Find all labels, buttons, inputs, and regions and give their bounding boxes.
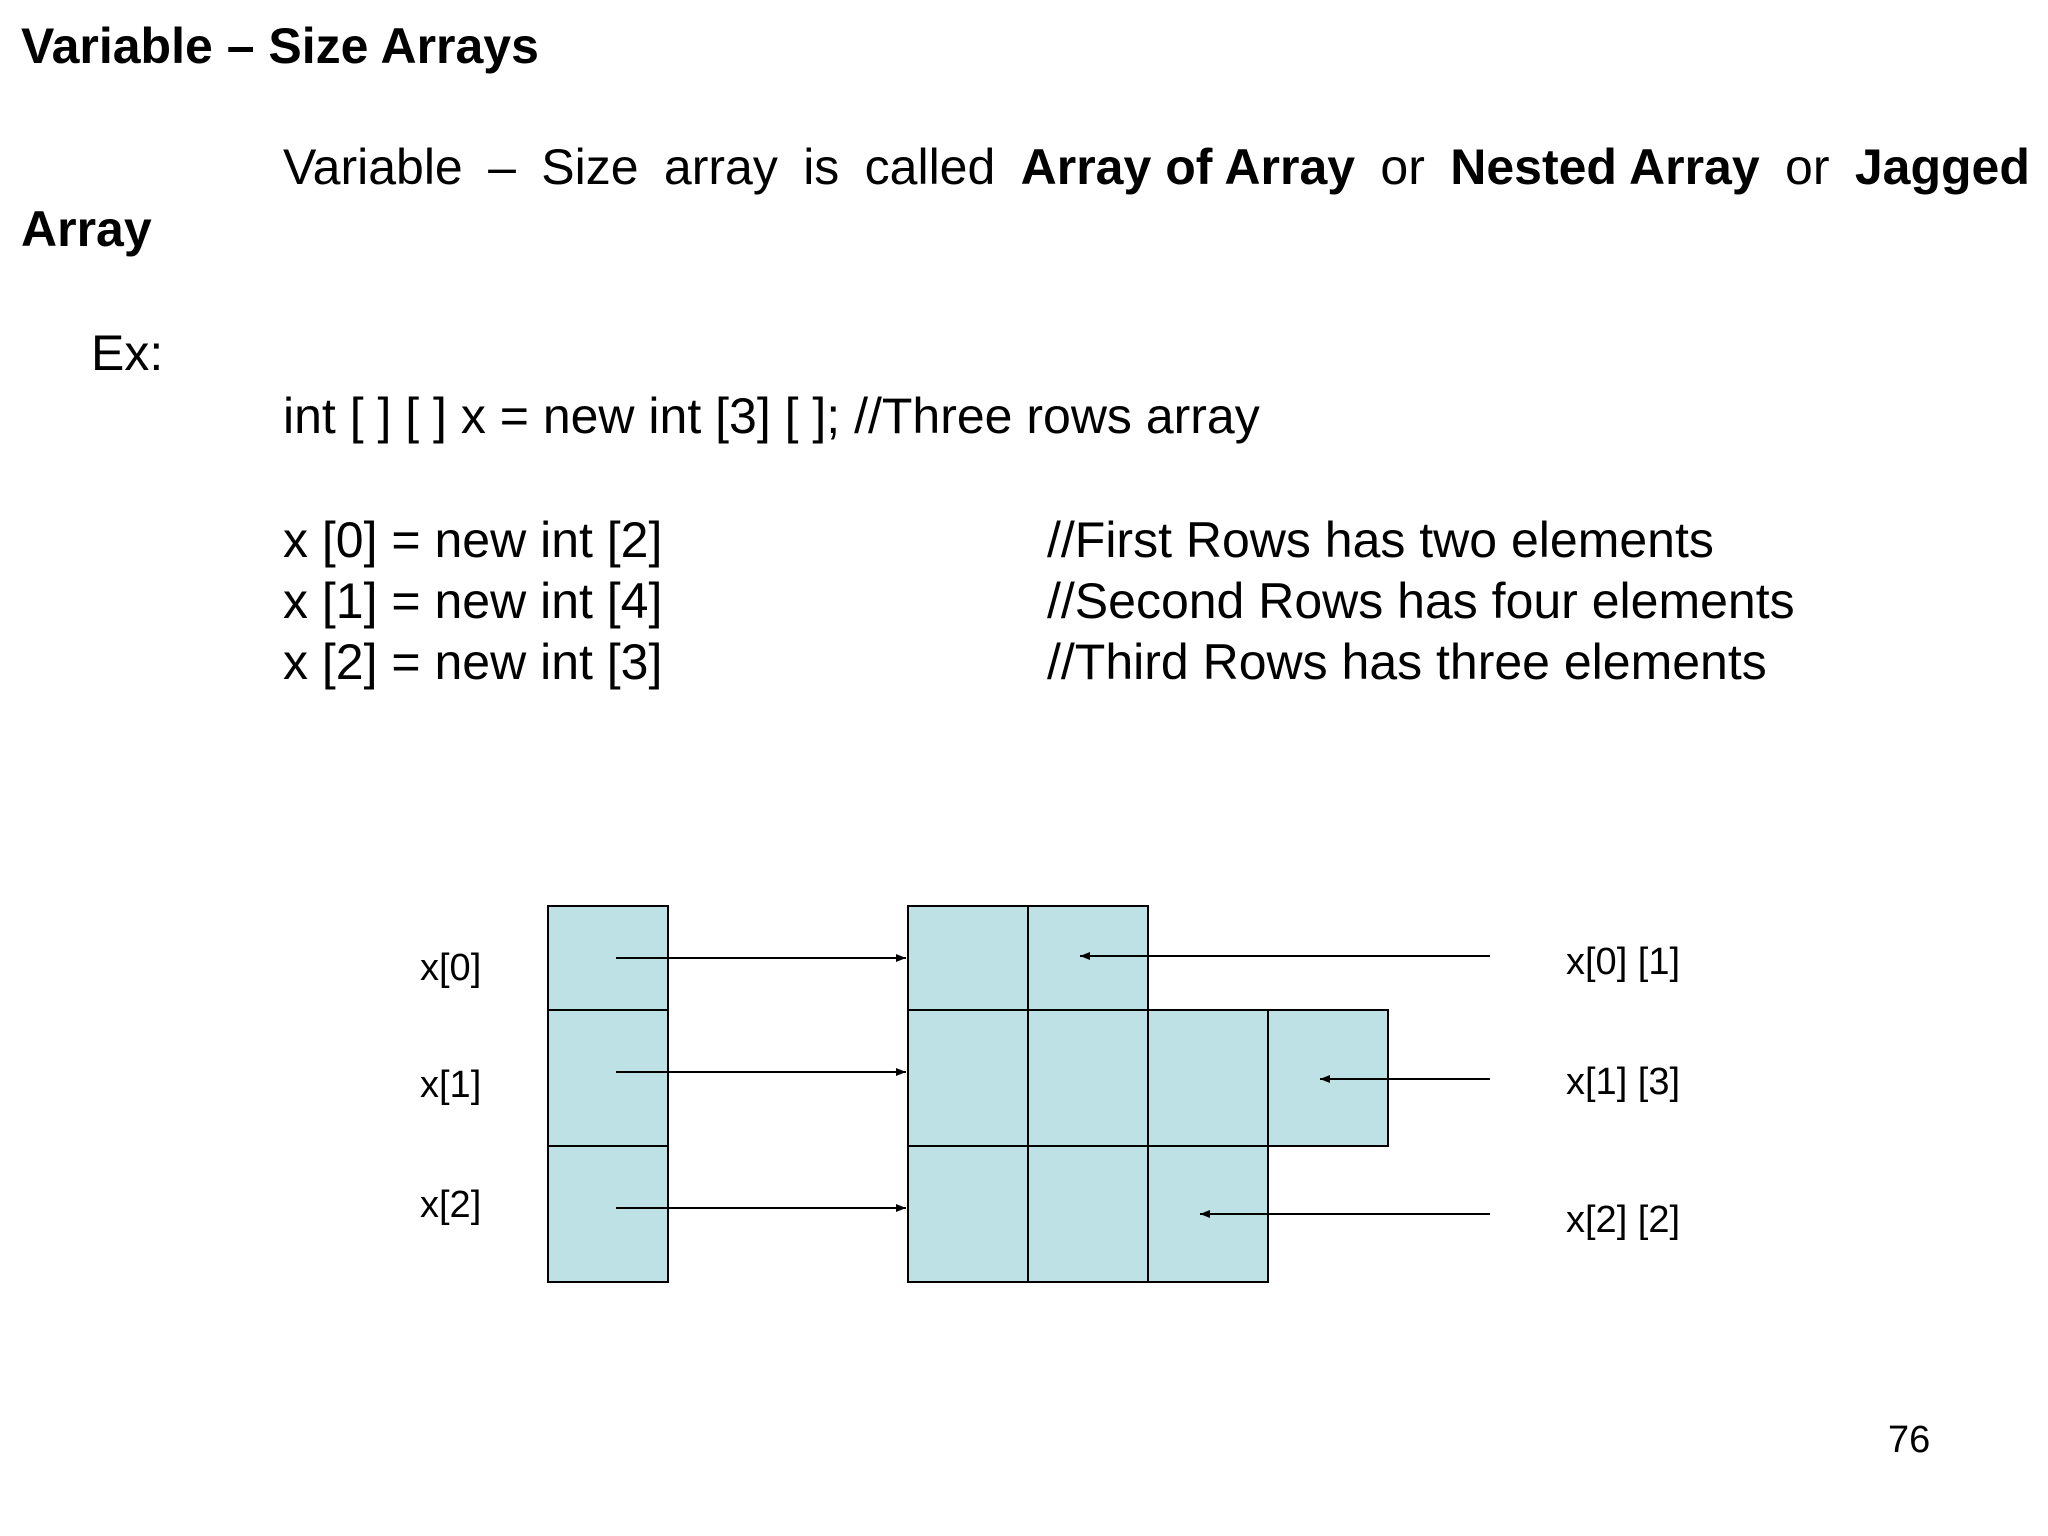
intro-word-5: called (864, 139, 996, 195)
row-2-element-1 (1028, 1146, 1148, 1282)
row-2-element-0 (908, 1146, 1028, 1282)
row-1-element-2 (1148, 1010, 1268, 1146)
code-row-0-comment: //First Rows has two elements (1047, 512, 1714, 568)
intro-word-8: Nested Array (1450, 139, 1760, 195)
intro-word-2: Size (541, 139, 639, 195)
intro-word-1: – (488, 139, 516, 195)
intro-word-3: array (663, 139, 778, 195)
intro-word-7: or (1380, 139, 1425, 195)
code-row-2-statement: x [2] = new int [3] (283, 634, 663, 690)
intro-word-0: Variable (283, 139, 463, 195)
row-label-1: x[1] (420, 1064, 482, 1106)
code-row-0-statement: x [0] = new int [2] (283, 512, 663, 568)
element-label-0: x[0] [1] (1566, 941, 1681, 983)
row-label-0: x[0] (420, 947, 482, 989)
intro-word-10: Jagged (1854, 139, 2030, 195)
intro-word-4: is (803, 139, 840, 195)
intro-paragraph-line2: Array (21, 201, 152, 257)
code-row-1-comment: //Second Rows has four elements (1047, 573, 1795, 629)
row-0-element-1 (1028, 906, 1148, 1010)
code-row-1-statement: x [1] = new int [4] (283, 573, 663, 629)
reference-cell-1 (548, 1010, 668, 1146)
element-label-2: x[2] [2] (1566, 1199, 1681, 1241)
code-declaration: int [ ] [ ] x = new int [3] [ ]; //Three rows array (283, 388, 1260, 444)
page-number: 76 (1888, 1419, 1931, 1461)
row-0-element-0 (908, 906, 1028, 1010)
example-label: Ex: (91, 325, 164, 381)
intro-word-6: Array of Array (1020, 139, 1356, 195)
row-1-element-0 (908, 1010, 1028, 1146)
element-label-1: x[1] [3] (1566, 1061, 1681, 1103)
slide-title: Variable – Size Arrays (21, 18, 539, 74)
row-label-2: x[2] (420, 1184, 482, 1226)
row-1-element-1 (1028, 1010, 1148, 1146)
code-row-2-comment: //Third Rows has three elements (1047, 634, 1767, 690)
intro-word-9: or (1785, 139, 1830, 195)
reference-cell-2 (548, 1146, 668, 1282)
